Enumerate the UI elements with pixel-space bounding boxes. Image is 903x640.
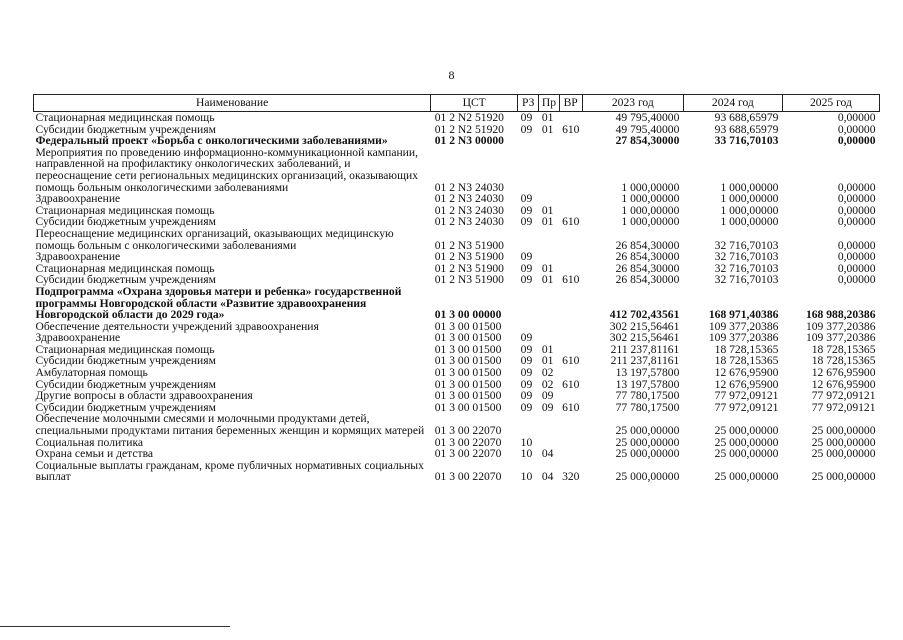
row-vr	[559, 193, 582, 205]
row-pr	[539, 321, 559, 333]
row-name: Стационарная медицинская помощь	[35, 261, 215, 275]
row-value-2023: 25 000,00000	[615, 424, 680, 438]
row-vr	[559, 367, 582, 379]
row-value-2024: 1 000,00000	[720, 180, 779, 194]
row-rz: 09	[520, 331, 533, 345]
row-name: Мероприятия по проведению информационно-коммуникационной кампании, направленной на профилактику онкологических заболеваний, и переоснащение сети региональных медицинских организаций, оказывающих помощь больным онкологическими заболеваниями	[35, 145, 419, 194]
row-name: Социальная политика	[35, 435, 144, 449]
row-value-2023: 13 197,57800	[615, 377, 680, 391]
row-value-2024: 12 676,95900	[714, 377, 779, 391]
row-rz: 10	[520, 447, 533, 461]
row-value-2024: 25 000,00000	[714, 447, 779, 461]
row-value-2024: 32 716,70103	[714, 261, 779, 275]
row-pr: 01	[541, 261, 554, 275]
row-name: Обеспечение молочными смесями и молочными продуктами детей, специальными продуктами питания беременных женщин и кормящих матерей	[35, 412, 425, 438]
header-pr: Пр	[539, 95, 559, 112]
row-value-2025: 0,00000	[837, 238, 876, 252]
row-vr	[559, 147, 582, 193]
row-value-2023: 26 854,30000	[615, 273, 680, 287]
row-value-2023: 1 000,00000	[621, 215, 680, 229]
row-value-2025: 168 988,20386	[805, 308, 876, 322]
row-cst: 01 3 00 00000	[434, 308, 502, 322]
row-vr	[559, 228, 582, 251]
row-value-2023: 25 000,00000	[615, 470, 680, 484]
row-cst: 01 2 N3 24030	[434, 215, 504, 229]
row-pr: 01	[541, 111, 554, 124]
row-vr: 610	[562, 273, 580, 287]
row-rz: 09	[520, 261, 533, 275]
row-cst: 01 2 N2 51920	[434, 122, 504, 136]
row-value-2024: 18 728,15365	[714, 354, 779, 368]
row-value-2024: 25 000,00000	[714, 435, 779, 449]
row-name: Субсидии бюджетным учреждениям	[35, 122, 216, 136]
row-value-2023: 302 215,56461	[609, 331, 680, 345]
row-value-2023: 25 000,00000	[615, 447, 680, 461]
row-pr: 01	[541, 354, 554, 368]
header-vr: ВР	[559, 95, 582, 112]
row-name: Федеральный проект «Борьба с онкологическими заболеваниями»	[35, 134, 388, 148]
row-rz	[518, 413, 539, 436]
budget-table	[33, 94, 880, 483]
header-rz: РЗ	[518, 95, 539, 112]
row-value-2023: 77 780,17500	[615, 400, 680, 414]
row-cst: 01 2 N3 00000	[434, 134, 504, 148]
row-rz: 09	[520, 122, 533, 136]
row-pr: 02	[541, 377, 554, 391]
header-2024: 2024 год	[683, 95, 782, 112]
table-row	[34, 286, 880, 321]
row-pr	[539, 228, 559, 251]
row-value-2024: 1 000,00000	[720, 215, 779, 229]
row-vr	[559, 448, 582, 460]
row-cst: 01 2 N2 51920	[434, 111, 504, 124]
row-cst: 01 3 00 01500	[434, 319, 502, 333]
row-value-2023: 211 237,81161	[610, 342, 680, 356]
row-name: Субсидии бюджетным учреждениям	[35, 400, 216, 414]
row-vr: 610	[562, 122, 580, 136]
row-value-2024: 12 676,95900	[714, 366, 779, 380]
row-cst: 01 3 00 01500	[434, 400, 502, 414]
page-number: 8	[448, 68, 455, 82]
row-value-2023: 13 197,57800	[615, 366, 680, 380]
header-cst: ЦСТ	[431, 95, 518, 112]
row-value-2024: 77 972,09121	[714, 400, 779, 414]
row-value-2025: 12 676,95900	[811, 366, 876, 380]
header-2023: 2023 год	[582, 95, 683, 112]
row-cst: 01 3 00 01500	[434, 354, 502, 368]
row-value-2023: 1 000,00000	[621, 180, 680, 194]
row-rz: 09	[520, 354, 533, 368]
row-name: Охрана семьи и детства	[35, 447, 154, 461]
row-pr: 01	[541, 203, 554, 217]
row-rz: 09	[520, 250, 533, 264]
row-cst: 01 2 N3 24030	[434, 180, 504, 194]
row-name: Здравоохранение	[35, 192, 121, 206]
row-value-2024: 25 000,00000	[714, 424, 779, 438]
row-value-2023: 77 780,17500	[615, 389, 680, 403]
row-rz	[518, 147, 539, 193]
row-pr: 01	[541, 342, 554, 356]
row-value-2025: 0,00000	[837, 192, 876, 206]
row-cst: 01 3 00 01500	[434, 377, 502, 391]
table-row	[34, 112, 880, 124]
row-rz: 09	[520, 273, 533, 287]
row-pr: 01	[541, 122, 554, 136]
row-value-2025: 0,00000	[837, 203, 876, 217]
row-value-2025: 0,00000	[837, 180, 876, 194]
row-pr	[539, 251, 559, 263]
row-rz: 09	[520, 215, 533, 229]
row-vr	[559, 437, 582, 449]
table-row	[34, 413, 880, 436]
row-cst: 01 3 00 01500	[434, 331, 502, 345]
row-value-2025: 25 000,00000	[811, 424, 876, 438]
row-name: Стационарная медицинская помощь	[35, 342, 215, 356]
table-row	[34, 460, 880, 483]
row-value-2023: 26 854,30000	[615, 261, 680, 275]
row-vr	[559, 332, 582, 344]
row-cst: 01 3 00 01500	[434, 389, 502, 403]
row-vr: 610	[562, 377, 580, 391]
row-rz: 09	[520, 377, 533, 391]
row-vr: 610	[562, 400, 580, 414]
row-value-2023: 25 000,00000	[615, 435, 680, 449]
row-vr	[559, 413, 582, 436]
row-pr	[539, 193, 559, 205]
row-value-2025: 25 000,00000	[811, 435, 876, 449]
row-pr: 04	[541, 447, 554, 461]
row-vr	[559, 112, 582, 124]
row-vr	[559, 251, 582, 263]
row-cst: 01 3 00 01500	[434, 342, 502, 356]
row-value-2024: 109 377,20386	[708, 331, 779, 345]
row-pr: 09	[541, 389, 554, 403]
row-value-2025: 0,00000	[837, 134, 876, 148]
row-value-2025: 109 377,20386	[805, 319, 876, 333]
row-value-2023: 49 795,40000	[615, 111, 680, 124]
row-name: Обеспечение деятельности учреждений здравоохранения	[35, 319, 319, 333]
row-pr: 01	[541, 215, 554, 229]
row-name: Здравоохранение	[35, 250, 121, 264]
row-value-2025: 0,00000	[837, 111, 876, 124]
row-value-2024: 32 716,70103	[714, 250, 779, 264]
row-cst: 01 3 00 22070	[434, 435, 502, 449]
budget-table-container	[33, 94, 880, 483]
row-vr	[559, 135, 582, 147]
row-value-2023: 302 215,56461	[609, 319, 680, 333]
row-pr: 04	[541, 470, 554, 484]
row-rz	[518, 135, 539, 147]
row-name: Социальные выплаты гражданам, кроме публичных нормативных социальных выплат	[35, 458, 424, 484]
row-pr	[539, 286, 559, 321]
row-value-2025: 18 728,15365	[811, 354, 876, 368]
row-value-2024: 109 377,20386	[708, 319, 779, 333]
row-value-2025: 18 728,15365	[811, 342, 876, 356]
row-vr	[559, 321, 582, 333]
row-value-2024: 33 716,70103	[714, 134, 779, 148]
row-value-2025: 0,00000	[837, 215, 876, 229]
row-value-2024: 32 716,70103	[714, 273, 779, 287]
row-cst: 01 3 00 22070	[434, 447, 502, 461]
row-value-2025: 0,00000	[837, 273, 876, 287]
row-value-2025: 109 377,20386	[805, 331, 876, 345]
row-value-2025: 77 972,09121	[811, 400, 876, 414]
row-rz: 09	[520, 400, 533, 414]
row-rz: 10	[520, 435, 533, 449]
row-value-2023: 26 854,30000	[615, 250, 680, 264]
row-rz: 09	[520, 203, 533, 217]
row-value-2025: 0,00000	[837, 250, 876, 264]
row-value-2024: 1 000,00000	[720, 192, 779, 206]
table-row	[34, 147, 880, 193]
row-name: Субсидии бюджетным учреждениям	[35, 354, 216, 368]
row-rz: 09	[520, 192, 533, 206]
row-value-2023: 412 702,43561	[609, 308, 680, 322]
row-pr: 02	[541, 366, 554, 380]
row-name: Субсидии бюджетным учреждениям	[35, 215, 216, 229]
table-row	[34, 228, 880, 251]
row-name: Субсидии бюджетным учреждениям	[35, 273, 216, 287]
table-body	[34, 112, 880, 484]
row-pr: 01	[541, 273, 554, 287]
row-rz: 09	[520, 389, 533, 403]
row-vr: 320	[562, 470, 580, 484]
row-cst: 01 2 N3 51900	[434, 273, 504, 287]
row-cst: 01 3 00 22070	[434, 424, 502, 438]
row-pr	[539, 147, 559, 193]
row-value-2025: 0,00000	[837, 122, 876, 136]
row-value-2025: 0,00000	[837, 261, 876, 275]
row-value-2025: 77 972,09121	[811, 389, 876, 403]
row-name: Субсидии бюджетным учреждениям	[35, 377, 216, 391]
table-row	[34, 193, 880, 205]
row-value-2025: 12 676,95900	[811, 377, 876, 391]
row-cst: 01 2 N3 24030	[434, 192, 504, 206]
table-row	[34, 251, 880, 263]
row-value-2023: 1 000,00000	[621, 192, 680, 206]
row-value-2024: 168 971,40386	[708, 308, 779, 322]
row-value-2024: 18 728,15365	[714, 342, 779, 356]
row-value-2024: 25 000,00000	[714, 470, 779, 484]
row-name: Здравоохранение	[35, 331, 121, 345]
table-header-row	[34, 95, 880, 112]
row-vr	[559, 286, 582, 321]
row-name: Стационарная медицинская помощь	[35, 203, 215, 217]
row-rz: 09	[520, 342, 533, 356]
row-cst: 01 3 00 22070	[434, 470, 502, 484]
row-value-2025: 25 000,00000	[811, 447, 876, 461]
row-value-2025: 25 000,00000	[811, 470, 876, 484]
row-value-2023: 26 854,30000	[615, 238, 680, 252]
row-pr	[539, 413, 559, 436]
row-pr	[539, 135, 559, 147]
row-value-2024: 93 688,65979	[714, 111, 779, 124]
row-cst: 01 2 N3 51900	[434, 261, 504, 275]
row-vr: 610	[562, 354, 580, 368]
row-cst: 01 2 N3 24030	[434, 203, 504, 217]
row-rz: 10	[520, 470, 533, 484]
row-value-2023: 1 000,00000	[621, 203, 680, 217]
row-cst: 01 3 00 01500	[434, 366, 502, 380]
row-cst: 01 2 N3 51900	[434, 250, 504, 264]
row-name: Другие вопросы в области здравоохранения	[35, 389, 253, 403]
header-name: Наименование	[34, 95, 431, 112]
row-value-2023: 27 854,30000	[615, 134, 680, 148]
row-value-2024: 32 716,70103	[714, 238, 779, 252]
row-vr: 610	[562, 215, 580, 229]
footer-rule	[0, 626, 230, 627]
row-value-2023: 49 795,40000	[615, 122, 680, 136]
row-rz	[518, 286, 539, 321]
row-pr: 09	[541, 400, 554, 414]
header-2025: 2025 год	[782, 95, 879, 112]
row-cst: 01 2 N3 51900	[434, 238, 504, 252]
row-rz: 09	[520, 111, 533, 124]
row-value-2024: 93 688,65979	[714, 122, 779, 136]
row-rz: 09	[520, 366, 533, 380]
row-value-2023: 211 237,81161	[610, 354, 680, 368]
row-value-2024: 77 972,09121	[714, 389, 779, 403]
row-name: Подпрограмма «Охрана здоровья матери и ребенка» государственной программы Новгородской области «Развитие здравоохранения Новгородской области до 2029 года»	[35, 284, 402, 322]
row-rz	[518, 228, 539, 251]
row-value-2024: 1 000,00000	[720, 203, 779, 217]
row-name: Стационарная медицинская помощь	[35, 111, 215, 124]
row-name: Переоснащение медицинских организаций, оказывающих медицинскую помощь больным с онкологическими заболеваниями	[35, 226, 394, 252]
table-row	[34, 367, 880, 379]
row-name: Амбулаторная помощь	[35, 366, 148, 380]
